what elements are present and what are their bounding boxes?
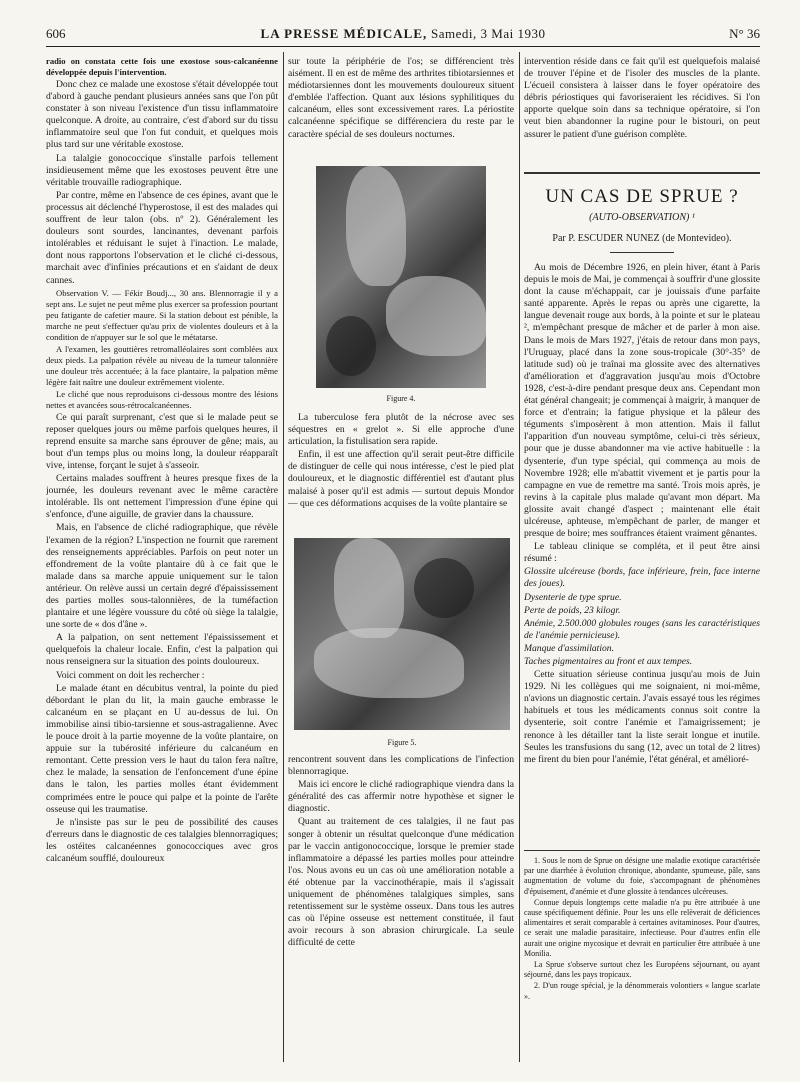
journal-title-line bbox=[46, 26, 760, 42]
clinical-item: Dysenterie de type sprue. bbox=[524, 591, 622, 603]
issue-number: N° 36 bbox=[729, 26, 760, 41]
byline-rule bbox=[610, 252, 674, 253]
radiograph-bone-shadow bbox=[346, 166, 406, 286]
paragraph: Donc chez ce malade une exostose s'était développée tout d'abord à gauche pendant plusieurs années sans que l'on pût constater à son niveau l'existence d'un tissu inflammatoire quelconque. A droite, au contraire, c'est d'abord sur du tissu inflammatoire seul que l'on fut conduit, et quelques mois plus tard sur une véritable exostose. bbox=[46, 79, 278, 151]
column-3-top bbox=[524, 56, 760, 168]
footnote: 2. D'un rouge spécial, je la dénommerais volontiers « langue scarlate ». bbox=[524, 981, 760, 1001]
clinical-item: Manque d'assimilation. bbox=[524, 642, 614, 654]
observation-paragraph: A l'examen, les gouttières retromalléolaires sont comblées aux deux pieds. La palpation révèle au niveau de la tumeur talonnière une douleur très accentuée; à la face plantaire, la palpation même légère fait naître une douleur extrêmement violente. bbox=[46, 343, 278, 387]
paragraph: A la palpation, on sent nettement l'épaississement et quelquefois la chaleur locale. Enfin, c'est la palpation qui nous renseignera sur la situation des points douloureux. bbox=[46, 632, 278, 668]
column-divider-2 bbox=[519, 52, 520, 1062]
page-number: 606 bbox=[46, 26, 66, 41]
paragraph: Le tableau clinique se compléta, et il peut être ainsi résumé : bbox=[524, 541, 760, 565]
paragraph: intervention réside dans ce fait qu'il est quelquefois malaisé de trouver l'épine et de l'isoler des muscles de la plante. L'écueil consistera à laisser dans le foyer opératoire des débris périostiques qui favoriseraient les récidives. Si l'on apporte quelque soin dans sa technique opératoire, si l'on veut bien abandonner la rugine pour le bistouri, on peut assurer le patient d'une guérison complète. bbox=[524, 56, 760, 140]
paragraph: sur toute la périphérie de l'os; se différencient très aisément. Il en est de même des arthrites tibiotarsiennes et médiotarsiennes dont les mouvements douloureux situent d'emblée l'affection. Quant aux lésions syphilitiques du calcanéum, elles sont excessivement rares. La périostite calcanéenne spécifique se différenciera du reste par le caractère spécial de ses douleurs nocturnes. bbox=[288, 56, 514, 140]
article-body bbox=[524, 262, 760, 852]
paragraph: Je n'insiste pas sur le peu de possibilité des causes d'erreurs dans le diagnostic de ces talalgies blennorragiques; les ostéites calcanéennes gonococciques avec gros calcanéum soufflé, douloureux bbox=[46, 816, 278, 864]
observation-paragraph: Observation V. — Fékir Boudj..., 30 ans. Blennorragie il y a sept ans. Le sujet ne peut même plus exercer sa profession pourtant peu fatigante de cafetier maure. Si la station debout est pénible, la marche ne peut s'effectuer qu'au prix de violentes douleurs et à la condition de n'appuyer sur le sol que le métatarse. bbox=[46, 287, 278, 342]
article-subtitle: (AUTO-OBSERVATION) ¹ bbox=[589, 212, 695, 223]
figure-5-caption: Figure 5. bbox=[387, 738, 417, 747]
column-2-top bbox=[288, 56, 514, 156]
observation-paragraph: Le cliché que nous reproduisons ci-dessous montre des lésions nettes et avancées sous-rétrocalcanéennes. bbox=[46, 388, 278, 410]
footnote-rule bbox=[524, 850, 760, 851]
page-header bbox=[46, 26, 760, 44]
radiograph-heel-shadow bbox=[314, 628, 464, 698]
figure-5-radiograph bbox=[294, 538, 510, 730]
paragraph: radio on constata cette fois une exostose sous-calcanéenne développée depuis l'intervention. bbox=[46, 56, 278, 77]
paragraph: Le malade étant en décubitus ventral, la pointe du pied débordant le plan du lit, la main gauche embrasse le calcanéum en se plaçant en U au-dessus de lui. On immobilise ainsi tibio-tarsienne et sous-astragalienne. Avec le pouce droit à la partie moyenne de la voûte plantaire, on appuie sur la tubérosité inférieure du calcanéum en remontant. Cette pression vers le haut du talon fera naître, chez le malade, la sensation de l'enfoncement d'une épine dans le talon, les parties molles étant évidemment comprimées entre le pouce qui palpe et la pointe de l'arête osseuse qui les traumatise. bbox=[46, 682, 278, 815]
clinical-item: Perte de poids, 23 kilogr. bbox=[524, 604, 621, 616]
column-2-middle bbox=[288, 412, 514, 536]
radiograph-dark-area bbox=[326, 316, 376, 376]
radiograph-bone-shadow bbox=[334, 538, 404, 638]
paragraph: Au mois de Décembre 1926, en plein hiver, étant à Paris depuis le mois de Mai, je commençai à souffrir d'une glossite dont la cause m'échappait, car je jouissais d'une parfaite santé apparente. Après le repas ou après une cigarette, la langue devenait rouge aux bords, à la pointe et sur le plateau ², m'empêchant presque de mâcher et de parler à mon aise. Dans le mois de Mars 1927, j'étais de retour dans mon pays, l'Uruguay, placé dans la zone sous-tropicale (30°-35° de latitude sud) où je traînai ma glossite avec des alternatives d'amélioration et d'aggravation jusqu'au mois d'Octobre 1928, c'est-à-dire pendant presque deux ans. Cependant mon état général changeait; je commençai à maigrir, à manquer de force et d'entrain; la fatigue physique et la pâleur des téguments s'imposèrent à mon attention. Mais il fallut l'apparition d'un nouveau symptôme, celui-ci très sérieux, pour que je dusse abandonner ma vie active habituelle : la dysenterie, d'un type spécial, qui commença au mois de Novembre 1928; elle m'abattit vivement et je partis pour la campagne en vue de remettre ma santé. Trois mois après, je revins à la capitale plus malade qu'avant mon départ. Ma glossite avait changé d'aspect ; maintenant elle était ulcéreuse, aphteuse, m'empêchant de parler, de manger et presque de boire; mes souffrances étaient vraiment gênantes. bbox=[524, 262, 760, 540]
paragraph: La tuberculose fera plutôt de la nécrose avec ses séquestres en « grelot ». Si elle approche d'une articulation, la fistulisation sera rapide. bbox=[288, 412, 514, 448]
paragraph: rencontrent souvent dans les complications de l'infection blennorragique. bbox=[288, 754, 514, 778]
radiograph-heel-shadow bbox=[386, 276, 486, 356]
clinical-item: Anémie, 2.500.000 globules rouges (sans les caractéristiques de l'anémie pernicieuse). bbox=[524, 617, 760, 641]
article-separator bbox=[524, 172, 760, 174]
footnote: 1. Sous le nom de Sprue on désigne une maladie exotique caractérisée par une diarrhée à évolution chronique, abondante, spumeuse, pâle, sans augmentation de volume du foie, s'accompagnant de phénomènes d'épuisement, d'anémie et d'une glossite à tendances ulcéreuses. bbox=[524, 856, 760, 896]
figure-4-caption: Figure 4. bbox=[386, 394, 416, 403]
paragraph: Par contre, même en l'absence de ces épines, avant que le processus ait déclenché l'hyperostose, il est des malades qui souffrent de leur talon (obs. nº 2). Généralement les douleurs sont sourdes, lancinantes, devenant parfois intolérables et réduisant le sujet à l'inaction. Le malade, dont nous rapportons l'observation et le cliché ci-dessous, marchait avec d'infinies précautions et en s'aidant de deux cannes. bbox=[46, 189, 278, 286]
journal-title: LA PRESSE MÉDICALE, bbox=[260, 26, 428, 41]
paragraph: Enfin, il est une affection qu'il serait peut-être difficile de distinguer de celle qui nous intéresse, c'est le pied plat douloureux, et le diagnostic différentiel est d'autant plus malaisé à poser qu'il est admis — surtout depuis Mondor — que ces déformations acquises de la voûte plantaire se bbox=[288, 449, 514, 509]
footnote: Connue depuis longtemps cette maladie n'a pu être attribuée à une cause spécifiquement définie. Pour les uns elle relèverait de déficiences alimentaires et serait comparable à certaines avitaminoses. Pour d'autres, ce serait une maladie parasitaire, infectieuse. Pour d'autres enfin elle aurait une origine mycosique et devrait en particulier être attribuée à une Monilia. bbox=[524, 897, 760, 958]
paragraph: Mais, en l'absence de cliché radiographique, que révèle l'examen de la région? L'inspection ne fournit que rarement des renseignements appréciables. Parfois on peut noter un effondrement de la voûte plantaire dû à ce fait que le malade dans sa marche appuie uniquement sur le talon antérieur. On relève aussi un certain degré d'épaississement des parties molles sous-talonnières, de la tuméfaction plantaire et une légère voussure du côté où siège la talalgie, une sorte de « dos d'âne ». bbox=[46, 522, 278, 631]
footnote: La Sprue s'observe surtout chez les Européens séjournant, ou ayant séjourné, dans les pays tropicaux. bbox=[524, 960, 760, 980]
header-rule bbox=[46, 46, 760, 47]
issue-date: Samedi, 3 Mai 1930 bbox=[431, 26, 546, 41]
column-divider-1 bbox=[283, 52, 284, 1062]
clinical-item: Glossite ulcéreuse (bords, face inférieure, frein, face interne des joues). bbox=[524, 566, 760, 590]
paragraph: Cette situation sérieuse continua jusqu'au mois de Juin 1929. Ni les collègues qui me soignaient, ni moi-même, n'avions un diagnostic certain. J'avais essayé tous les régimes habituels et tous les médicaments connus soit contre la dysenterie, soit contre l'anémie et l'amaigrissement; je renonce à les détailler tant la liste serait longue et inutile. Seules les transfusions du sang (12, avec un total de 2 litres) me firent du bien pour l'anémie, l'état général, et amélioré- bbox=[524, 669, 760, 765]
column-2-bottom bbox=[288, 754, 514, 1056]
paragraph: Certains malades souffrent à heures presque fixes de la journée, les douleurs revenant avec le même caractère intolérable. Ils ont nettement l'impression d'une épine qui s'enfonce, d'une aiguille, de gravier dans la chaussure. bbox=[46, 473, 278, 521]
paragraph: Quant au traitement de ces talalgies, il ne faut pas songer à obtenir un résultat quelconque d'une médication par le vaccin antigonococcique, lorsque le premier stade inflammatoire a dépassé les parties molles pour atteindre l'os. Nous avons eu un cas où une amélioration notable a été obtenue par la vaccinothérapie, mais il s'agissait uniquement de phénomènes talalgiques simples, sans retentissement sur le système osseux. Dans tous les autres cas où l'épine osseuse est nettement constituée, il faut avoir recours à son abrasion chirurgicale. La seule difficulté de cette bbox=[288, 816, 514, 949]
column-1 bbox=[46, 56, 278, 1056]
footnotes bbox=[524, 856, 760, 1003]
article-title: UN CAS DE SPRUE ? bbox=[545, 186, 739, 207]
radiograph-dark-area bbox=[414, 558, 474, 618]
paragraph: La talalgie gonococcique s'installe parfois tellement insidieusement même que les exostoses peuvent être une véritable trouvaille radiographique. bbox=[46, 152, 278, 188]
figure-4-radiograph bbox=[316, 166, 486, 388]
paragraph: Ce qui paraît surprenant, c'est que si le malade peut se reposer quelques jours ou même parfois quelques heures, il reprend ensuite sa marche sans éprouver de gêne; mais, au bout d'un temps plus ou moins long, la douleur réapparaît vive, intense, forçant le sujet à s'asseoir. bbox=[46, 411, 278, 471]
article-byline: Par P. ESCUDER NUNEZ (de Montevideo). bbox=[552, 233, 732, 244]
clinical-item: Taches pigmentaires au front et aux tempes. bbox=[524, 656, 693, 667]
paragraph: Voici comment on doit les rechercher : bbox=[56, 669, 205, 681]
paragraph: Mais ici encore le cliché radiographique viendra dans la généralité des cas affermir notre hypothèse et signer le diagnostic. bbox=[288, 779, 514, 815]
